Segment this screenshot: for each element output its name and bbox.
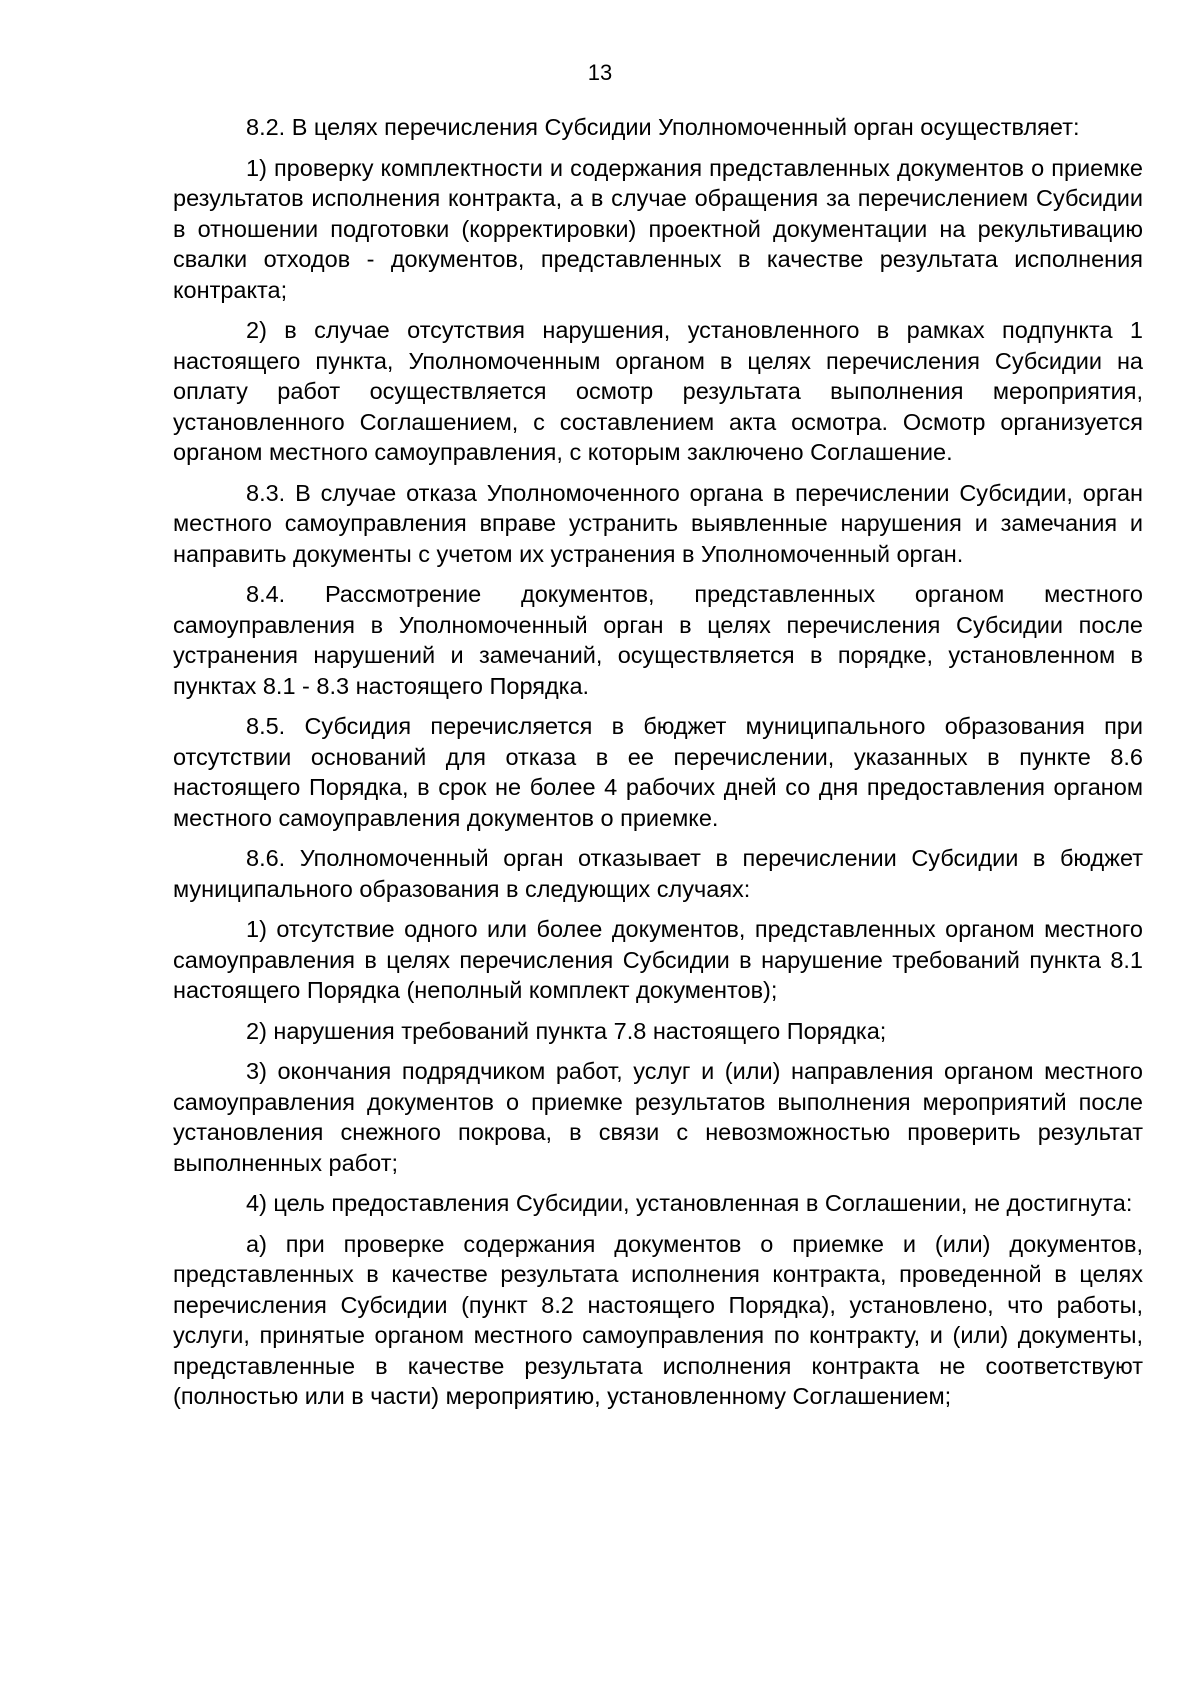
- paragraph-8-5: 8.5. Субсидия перечисляется в бюджет муниципального образования при отсутствии оснований для отказа в ее перечислении, указанных в пункте 8.6 настоящего Порядка, в срок не более 4 рабочих дней со дня предоставления органом местного самоуправления документов о приемке.: [173, 713, 1143, 831]
- page-number: 13: [587, 60, 613, 85]
- paragraph-8-2: 8.2. В целях перечисления Субсидии Уполномоченный орган осуществляет:: [246, 114, 1080, 140]
- paragraph-8-6-item-3: 3) окончания подрядчиком работ, услуг и (или) направления органом местного самоуправления документов о приемке результатов выполнения мероприятий после установления снежного покрова, в связи с невозможностью проверить результат выполненных работ;: [173, 1058, 1143, 1176]
- paragraph-8-2-item-2: 2) в случае отсутствия нарушения, установленного в рамках подпункта 1 настоящего пункта, Уполномоченным органом в целях перечисления Субсидии на оплату работ осуществляется осмотр результата выполнения мероприятия, установленного Соглашением, с составлением акта осмотра. Осмотр организуется органом местного самоуправления, с которым заключено Соглашение.: [173, 317, 1143, 465]
- paragraph-8-4: 8.4. Рассмотрение документов, представленных органом местного самоуправления в Уполномоченный орган в целях перечисления Субсидии после устранения нарушений и замечаний, осуществляется в порядке, установленном в пунктах 8.1 - 8.3 настоящего Порядка.: [173, 581, 1143, 699]
- paragraph-8-6-item-1: 1) отсутствие одного или более документов, представленных органом местного самоуправления в целях перечисления Субсидии в нарушение требований пункта 8.1 настоящего Порядка (неполный комплект документов);: [173, 916, 1143, 1003]
- paragraph-8-2-item-1: 1) проверку комплектности и содержания представленных документов о приемке результатов исполнения контракта, а в случае обращения за перечислением Субсидии в отношении подготовки (корректировки) проектной документации на рекультивацию свалки отходов - документов, представленных в качестве результата исполнения контракта;: [173, 154, 1143, 303]
- paragraph-8-6-item-2: 2) нарушения требований пункта 7.8 настоящего Порядка;: [246, 1017, 887, 1044]
- document-body: [173, 112, 1143, 1422]
- paragraph-8-6-item-4: 4) цель предоставления Субсидии, установленная в Соглашении, не достигнута:: [246, 1190, 1133, 1216]
- paragraph-8-6: 8.6. Уполномоченный орган отказывает в перечислении Субсидии в бюджет муниципального образования в следующих случаях:: [173, 845, 1143, 902]
- paragraph-8-3: 8.3. В случае отказа Уполномоченного органа в перечислении Субсидии, орган местного самоуправления вправе устранить выявленные нарушения и замечания и направить документы с учетом их устранения в Уполномоченный орган.: [173, 479, 1143, 567]
- paragraph-8-6-item-4-a: а) при проверке содержания документов о приемке и (или) документов, представленных в качестве результата исполнения контракта, проведенной в целях перечисления Субсидии (пункт 8.2 настоящего Порядка), установлено, что работы, услуги, принятые органом местного самоуправления по контракту, и (или) документы, представленные в качестве результата исполнения контракта не соответствуют (полностью или в части) мероприятию, установленному Соглашением;: [173, 1230, 1143, 1409]
